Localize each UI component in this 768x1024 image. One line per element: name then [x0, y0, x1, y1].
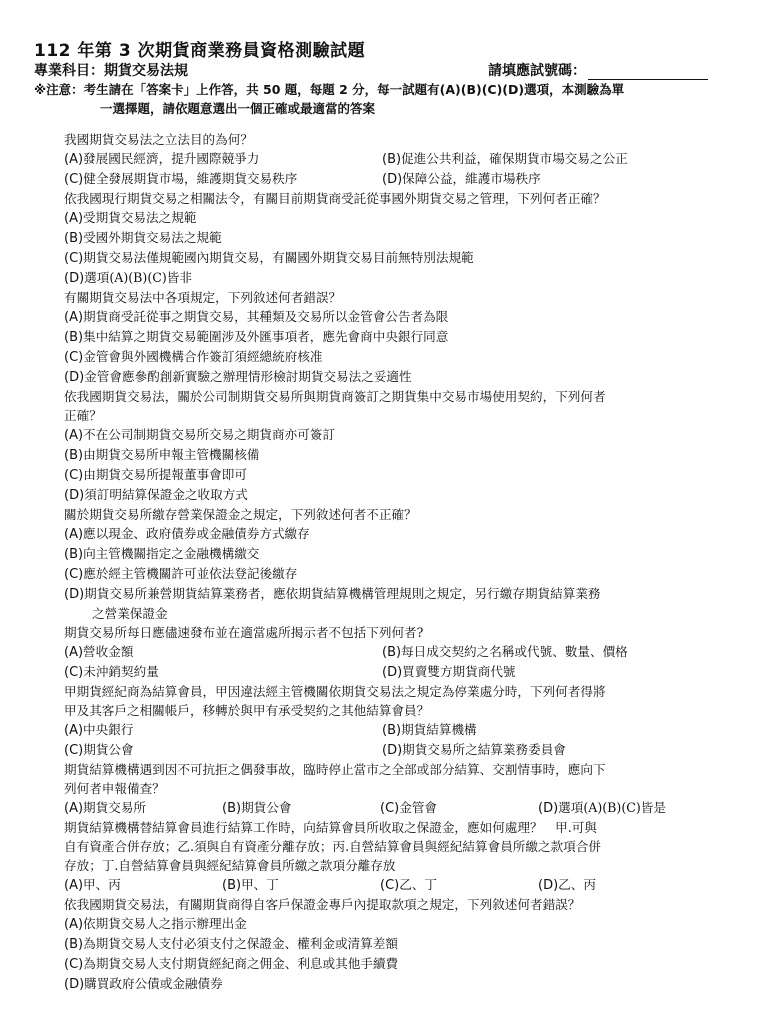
option-text: 期貨商受託從事之期貨交易，其種類及交易所以金管會公告者為限	[83, 309, 449, 324]
answer-option[interactable]	[64, 974, 734, 994]
option-text: 選項(A)(B)(C)皆是	[558, 800, 666, 815]
option-text: 促進公共利益，確保期貨市場交易之公正	[401, 151, 628, 166]
option-text: 購買政府公債或金融債券	[84, 976, 223, 991]
answer-option[interactable]	[64, 740, 382, 760]
option-text: 應於經主管機關許可並依法登記後繳存	[83, 566, 298, 581]
option-key: (B)	[382, 723, 402, 738]
option-key: (C)	[64, 665, 84, 680]
option-text: 營收金額	[83, 644, 134, 659]
answer-option[interactable]	[64, 914, 734, 934]
option-key: (C)	[64, 172, 84, 187]
option-key: (D)	[64, 271, 85, 286]
answer-option[interactable]	[382, 149, 700, 169]
option-row	[64, 149, 734, 169]
option-text: 發展國民經濟，提升國際競爭力	[83, 151, 260, 166]
option-row	[64, 169, 734, 189]
question-item	[64, 623, 734, 682]
option-cell	[64, 740, 382, 760]
option-key: (C)	[64, 350, 84, 365]
option-text: 應以現金、政府債券或金融債券方式繳存	[83, 526, 310, 541]
answer-option[interactable]	[64, 327, 734, 347]
option-key: (D)	[64, 587, 85, 602]
option-key: (B)	[222, 801, 242, 816]
option-text: 金管會應參酌創新實驗之辦理情形檢討期貨交易法之妥適性	[84, 369, 412, 384]
option-text: 期貨交易所兼營期貨結算業務者，應依期貨結算機構管理規則之規定，另行繳存期貨結算業務	[84, 586, 601, 601]
option-cell	[64, 642, 382, 662]
answer-option[interactable]	[64, 268, 734, 288]
question-item	[64, 505, 734, 623]
option-text: 甲、丙	[83, 877, 121, 892]
answer-option[interactable]	[64, 544, 734, 564]
ticket-number-label: 請填應試號碼：	[488, 63, 586, 79]
option-cell	[382, 642, 700, 662]
option-text: 乙、丙	[558, 877, 596, 892]
answer-option[interactable]	[64, 954, 734, 974]
answer-option[interactable]	[64, 347, 734, 367]
option-key: (D)	[64, 977, 85, 992]
question-stem: 依我國期貨交易法，有關期貨商得自客戶保證金專戶內提取款項之規定，下列敘述何者錯誤？	[64, 897, 581, 912]
option-key: (D)	[538, 878, 559, 893]
notice-line-1: ※注意：考生請在「答案卡」上作答，共 50 題，每題 2 分，每一試題有(A)(B)(C)(D)選項，本測驗為單	[34, 82, 625, 97]
option-key: (C)	[380, 801, 400, 816]
question-stem: 期貨結算機構替結算會員進行結算工作時，向結算會員所收取之保證金，應如何處理？ 甲.可與	[64, 820, 597, 835]
ticket-number-blank[interactable]	[588, 65, 708, 80]
option-text: 每日成交契約之名稱或代號、數量、價格	[401, 644, 628, 659]
option-text: 受期貨交易法之規範	[83, 210, 197, 225]
option-text: 期貨公會	[83, 742, 134, 757]
answer-option[interactable]	[64, 662, 382, 682]
answer-option[interactable]	[64, 248, 734, 268]
option-key: (B)	[64, 231, 84, 246]
option-cell	[382, 662, 700, 682]
option-key: (A)	[64, 917, 84, 932]
answer-option[interactable]	[382, 662, 700, 682]
option-text: 健全發展期貨市場，維護期貨交易秩序	[83, 171, 298, 186]
question-stem: 我國期貨交易法之立法目的為何？	[64, 132, 253, 147]
question-list	[64, 130, 734, 994]
option-text: 依期貨交易人之指示辦理出金	[83, 916, 247, 931]
option-text: 期貨交易所	[83, 800, 147, 815]
answer-option[interactable]	[382, 720, 700, 740]
answer-option[interactable]	[64, 564, 734, 584]
option-text: 期貨交易所之結算業務委員會	[402, 742, 566, 757]
question-stem: 甲期貨經紀商為結算會員，甲因違法經主管機關依期貨交易法之規定為停業處分時，下列何者得將	[64, 684, 606, 699]
option-text: 甲、丁	[241, 877, 279, 892]
option-cell	[380, 798, 538, 818]
option-key: (D)	[382, 172, 403, 187]
question-item	[64, 818, 734, 895]
option-cell	[538, 875, 696, 895]
question-stem: 甲及其客戶之相關帳戶，移轉於與甲有承受契約之其他結算會員？	[64, 703, 430, 718]
option-key: (D)	[64, 370, 85, 385]
option-key: (A)	[64, 801, 84, 816]
option-key: (D)	[382, 743, 403, 758]
option-cell	[64, 149, 382, 169]
answer-option[interactable]	[380, 798, 538, 818]
option-cell	[382, 740, 700, 760]
answer-option[interactable]	[64, 798, 222, 818]
question-item	[64, 895, 734, 994]
option-key: (B)	[382, 152, 402, 167]
answer-option[interactable]	[64, 307, 734, 327]
option-cell	[538, 798, 696, 818]
option-key: (C)	[64, 468, 84, 483]
question-stem: 依我國期貨交易法，關於公司制期貨交易所與期貨商簽訂之期貨集中交易市場使用契約，下列何者	[64, 389, 606, 404]
answer-option[interactable]	[64, 720, 382, 740]
question-stem: 正確？	[64, 408, 102, 423]
answer-option[interactable]	[64, 485, 734, 505]
option-cell	[380, 875, 538, 895]
option-cell	[222, 875, 380, 895]
option-text: 向主管機關指定之金融機構繳交	[83, 546, 260, 561]
answer-option[interactable]	[64, 208, 734, 228]
option-text: 受國外期貨交易法之規範	[83, 230, 222, 245]
answer-option[interactable]	[222, 875, 380, 895]
option-key: (B)	[222, 878, 242, 893]
notice-line-2: 一選擇題，請依題意選出一個正確或最適當的答案	[100, 101, 376, 116]
answer-option[interactable]	[64, 367, 734, 387]
option-row	[64, 642, 734, 662]
option-text: 集中結算之期貨交易範圍涉及外匯事項者，應先會商中央銀行同意	[83, 329, 449, 344]
option-cell	[64, 798, 222, 818]
answer-option[interactable]	[382, 169, 700, 189]
answer-option[interactable]	[382, 642, 700, 662]
option-row	[64, 662, 734, 682]
option-text: 金管會	[399, 800, 438, 815]
option-key: (A)	[64, 428, 84, 443]
option-text: 期貨交易法僅規範國內期貨交易，有關國外期貨交易目前無特別法規範	[83, 250, 474, 265]
option-key: (D)	[64, 488, 85, 503]
option-key: (B)	[64, 330, 84, 345]
option-text: 由期貨交易所申報主管機關核備	[83, 447, 260, 462]
option-cell	[64, 875, 222, 895]
option-text: 金管會與外國機構合作簽訂須經總統府核准	[83, 349, 323, 364]
option-key: (B)	[64, 937, 84, 952]
question-stem: 列何者申報備查？	[64, 781, 165, 796]
question-stem: 自有資產合併存放；乙.須與自有資產分離存放；丙.自營結算會員與經紀結算會員所繳之款項合併	[64, 839, 601, 854]
answer-option[interactable]	[64, 524, 734, 544]
ticket-number-field[interactable]	[488, 60, 708, 80]
option-text: 買賣雙方期貨商代號	[402, 664, 516, 679]
option-text: 不在公司制期貨交易所交易之期貨商亦可簽訂	[83, 427, 335, 442]
option-key: (C)	[380, 878, 400, 893]
option-row	[64, 875, 734, 895]
question-item	[64, 288, 734, 387]
exam-notice	[34, 80, 734, 118]
option-text: 期貨結算機構	[401, 722, 477, 737]
option-cell	[64, 662, 382, 682]
option-key: (A)	[64, 723, 84, 738]
option-key: (B)	[382, 645, 402, 660]
question-stem: 依我國現行期貨交易之相關法令，有關目前期貨商受託從事國外期貨交易之管理，下列何者正確？	[64, 191, 606, 206]
exam-subject: 專業科目：期貨交易法規	[34, 63, 188, 79]
option-key: (D)	[538, 801, 559, 816]
answer-option[interactable]	[64, 875, 222, 895]
option-cell	[64, 169, 382, 189]
answer-option[interactable]	[538, 875, 696, 895]
exam-title: 112 年第 3 次期貨商業務員資格測驗試題	[34, 41, 366, 61]
answer-option[interactable]	[64, 445, 734, 465]
answer-option[interactable]	[64, 584, 734, 623]
option-key: (A)	[64, 878, 84, 893]
option-text: 保障公益，維護市場秩序	[402, 171, 541, 186]
answer-option[interactable]	[64, 465, 734, 485]
question-stem: 有關期貨交易法中各項規定，下列敘述何者錯誤？	[64, 290, 342, 305]
option-cell	[222, 798, 380, 818]
option-key: (C)	[64, 743, 84, 758]
option-key: (C)	[64, 957, 84, 972]
question-item	[64, 682, 734, 760]
question-item	[64, 387, 734, 505]
option-text: 未沖銷契約量	[83, 664, 159, 679]
option-key: (A)	[64, 310, 84, 325]
option-text: 由期貨交易所提報董事會即可	[83, 467, 247, 482]
option-text: 中央銀行	[83, 722, 134, 737]
answer-option[interactable]	[64, 642, 382, 662]
answer-option[interactable]	[382, 740, 700, 760]
option-row	[64, 740, 734, 760]
answer-option[interactable]	[64, 149, 382, 169]
option-cell	[382, 169, 700, 189]
option-cell	[64, 720, 382, 740]
option-text: 選項(A)(B)(C)皆非	[84, 270, 192, 285]
question-stem: 期貨結算機構遇到因不可抗拒之偶發事故，臨時停止當市之全部或部分結算、交割情事時，應向下	[64, 762, 606, 777]
option-cell	[382, 720, 700, 740]
answer-option[interactable]	[538, 798, 696, 818]
answer-option[interactable]	[64, 425, 734, 445]
option-text: 為期貨交易人支付必須支付之保證金、權利金或清算差額	[83, 936, 398, 951]
option-key: (A)	[64, 211, 84, 226]
option-row	[64, 720, 734, 740]
option-key: (A)	[64, 152, 84, 167]
question-item	[64, 130, 734, 189]
answer-option[interactable]	[64, 228, 734, 248]
option-text: 須訂明結算保證金之收取方式	[84, 487, 248, 502]
option-row	[64, 798, 734, 818]
answer-option[interactable]	[380, 875, 538, 895]
option-key: (A)	[64, 645, 84, 660]
answer-option[interactable]	[64, 169, 382, 189]
option-key: (B)	[64, 448, 84, 463]
option-key: (C)	[64, 251, 84, 266]
option-text: 為期貨交易人支付期貨經紀商之佣金、利息或其他手續費	[83, 956, 399, 971]
question-stem: 關於期貨交易所繳存營業保證金之規定，下列敘述何者不正確？	[64, 507, 417, 522]
option-key: (B)	[64, 547, 84, 562]
answer-option[interactable]	[64, 934, 734, 954]
option-key: (D)	[382, 665, 403, 680]
question-stem: 期貨交易所每日應儘速發布並在適當處所揭示者不包括下列何者?	[64, 625, 424, 640]
answer-option[interactable]	[222, 798, 380, 818]
question-stem: 存放；丁.自營結算會員與經紀結算會員所繳之款項分離存放	[64, 858, 396, 873]
option-text: 乙、丁	[399, 877, 438, 892]
question-item	[64, 760, 734, 818]
option-key: (A)	[64, 527, 84, 542]
option-text: 期貨公會	[241, 800, 292, 815]
question-item	[64, 189, 734, 288]
option-cell	[382, 149, 700, 169]
option-key: (C)	[64, 567, 84, 582]
option-text-continued: 之營業保證金	[92, 606, 168, 621]
